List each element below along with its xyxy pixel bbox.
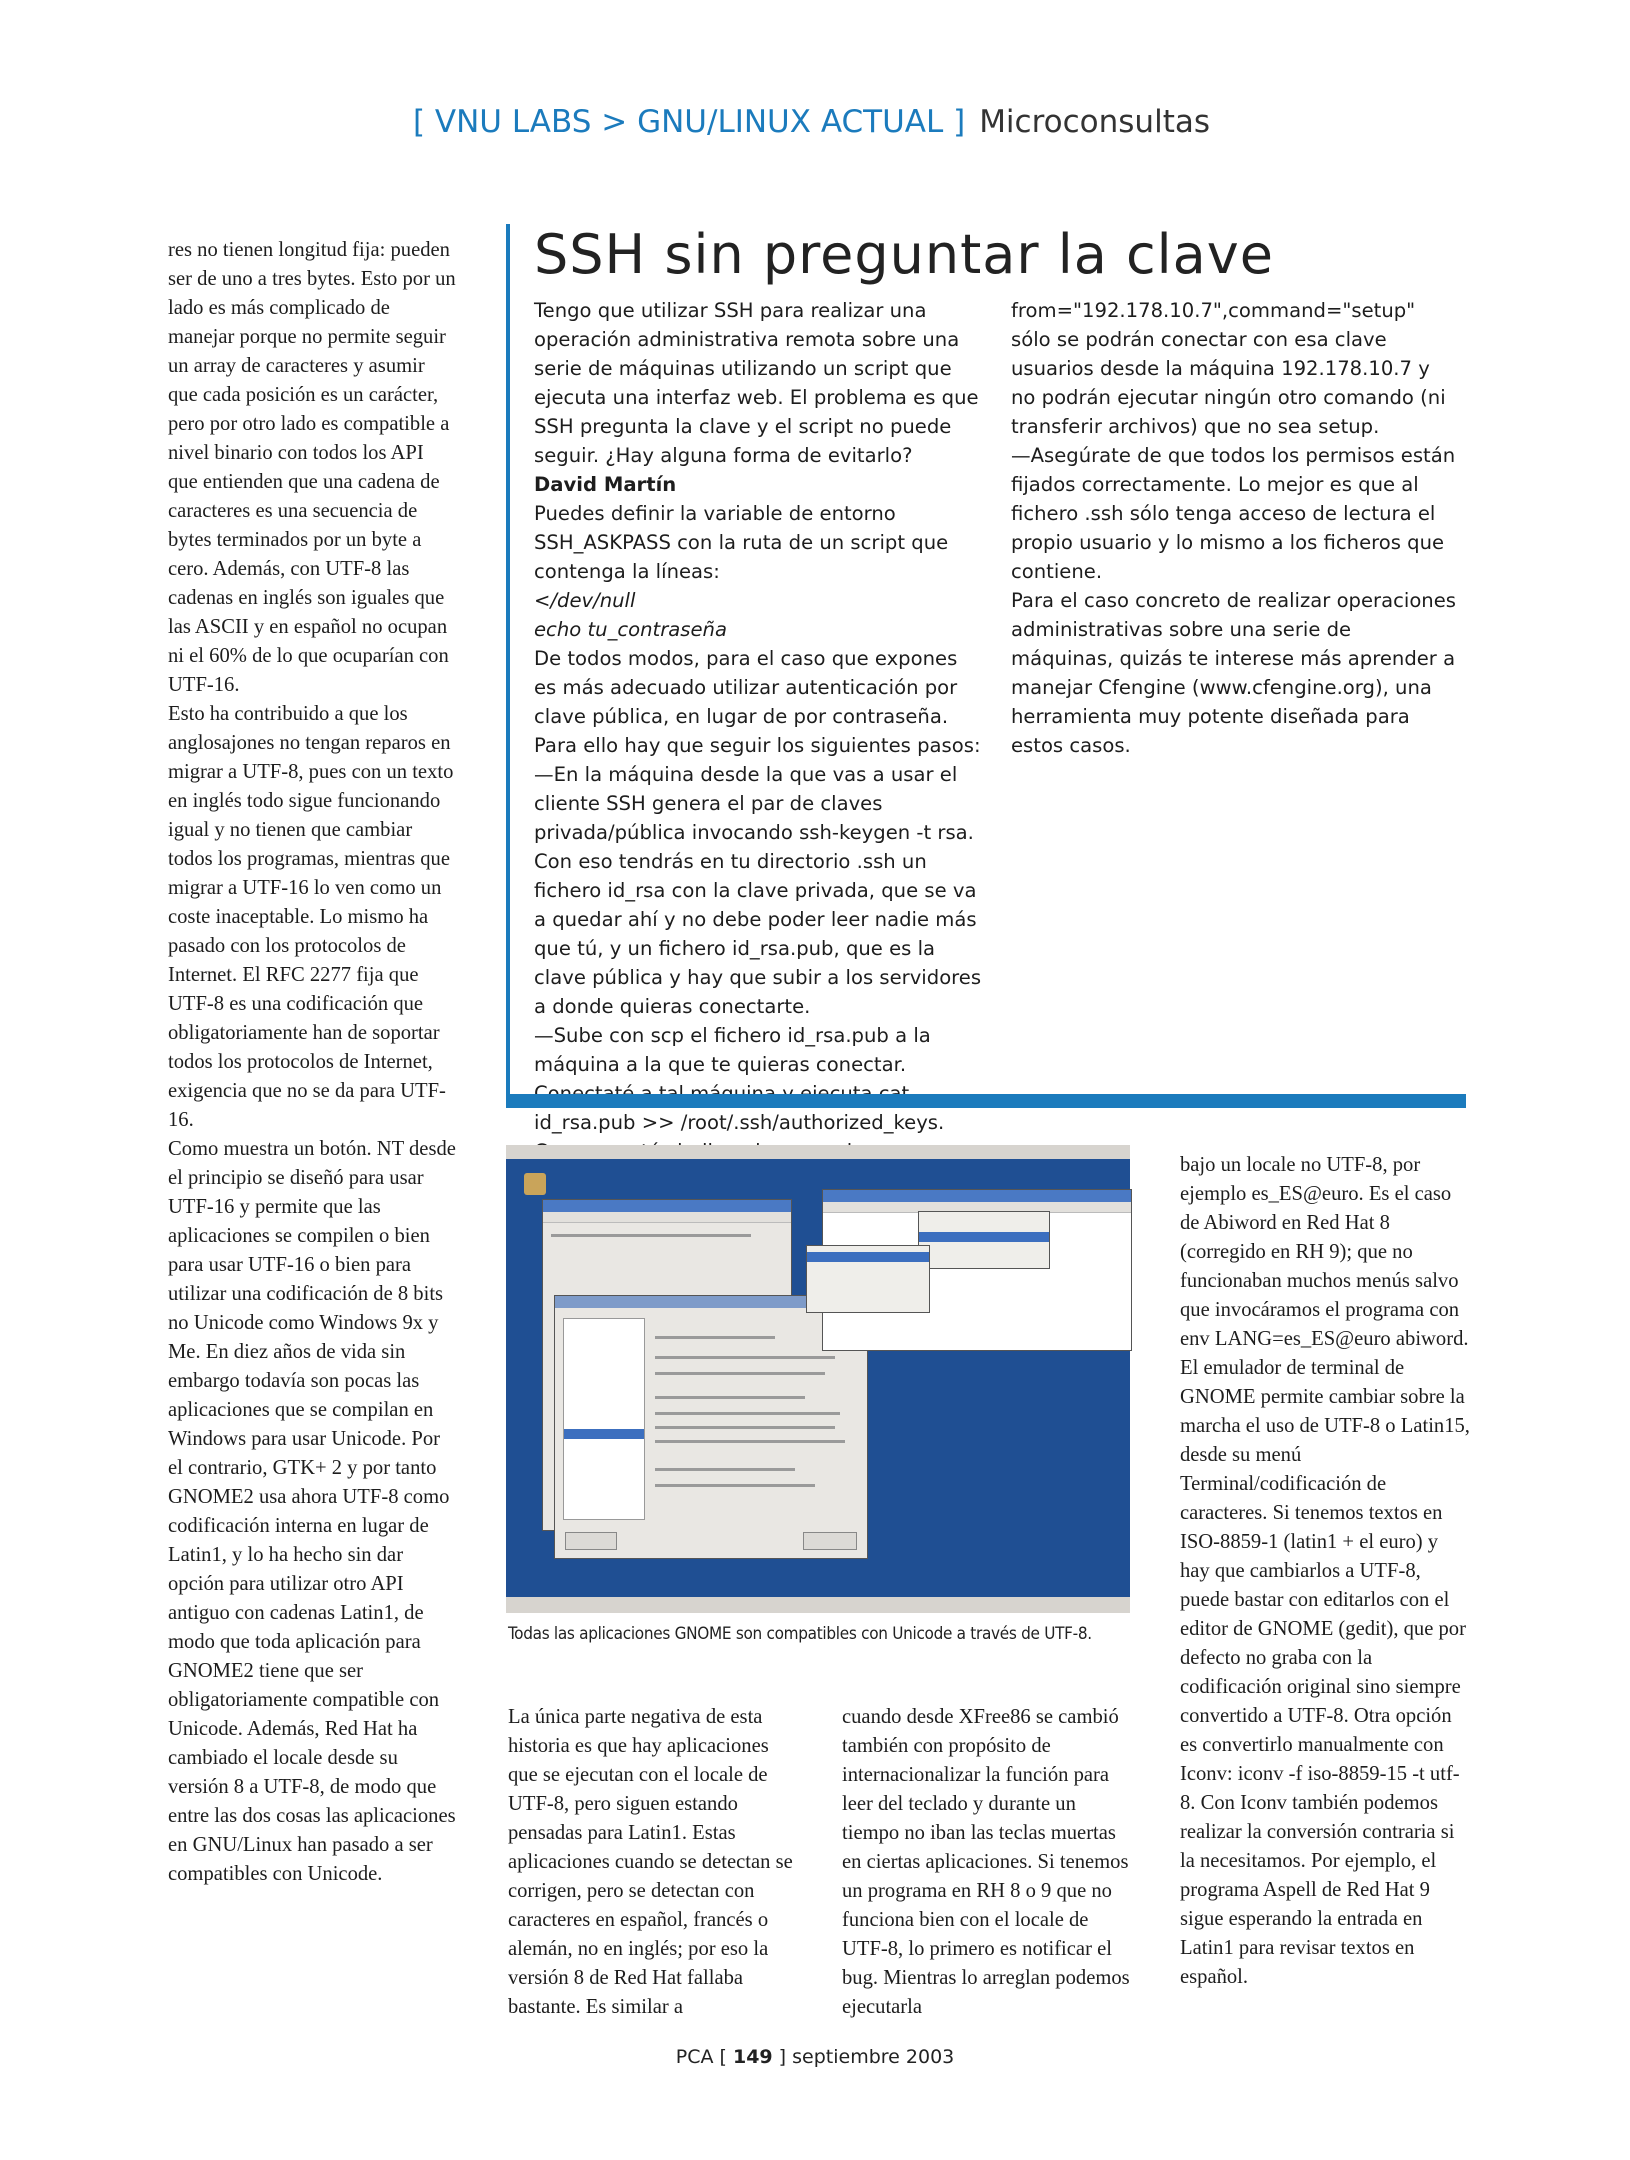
- magazine-name: PCA: [675, 2046, 714, 2068]
- answer-paragraph: from="192.178.10.7",command="setup" sólo se podrán conectar con esa clave usuarios desde la máquina 192.178.10.7 y no podrán ejecutar ningún otro comando (ni transferir archivos) que no sea setup.: [1011, 299, 1446, 438]
- body-paragraph: bajo un locale no UTF-8, por ejemplo es_ES@euro. Es el caso de Abiword en Red Hat 8 (corregido en RH 9); que no funcionaban muchos menús salvo que invocáramos el programa con env LANG=es_ES@euro abiword. El emulador de terminal de GNOME permite cambiar sobre la marcha el uso de UTF-8 o Latin15, desde su menú Terminal/codificación de caracteres. Si tenemos textos en ISO-8859-1 (latin1 + el euro) y hay que cambiarlos a UTF-8, puede bastar con editarlos con el editor de GNOME (gedit), que por defecto no graba con la codificación original sino siempre convertido a UTF-8. Otra opción es convertirlo manualmente con Iconv: iconv -f iso-8859-15 -t utf-8. Con Iconv también podemos realizar la conversión contraria si la necesitamos. Por ejemplo, el programa Aspell de Red Hat 9 sigue esperando la entrada en Latin1 para revisar textos en español.: [1180, 1153, 1470, 1988]
- dialog-line: [655, 1426, 835, 1429]
- dialog-line: [655, 1440, 845, 1443]
- preferences-dialog: [554, 1295, 868, 1559]
- answer-paragraph: De todos modos, para el caso que expones es más adecuado utilizar autenticación por clave pública, en lugar de por contraseña. Para ello hay que seguir los siguientes pasos:: [534, 647, 981, 757]
- dialog-line: [655, 1372, 825, 1375]
- box-column-2: [1011, 296, 1456, 760]
- categories-list: [563, 1318, 645, 1520]
- right-column: [1180, 1130, 1470, 2012]
- page-number: 149: [732, 2046, 773, 2068]
- bottom-column-2: [842, 1682, 1132, 2042]
- gnome-screenshot: [506, 1145, 1130, 1613]
- highlighted-item: [919, 1232, 1049, 1242]
- answer-paragraph: —Asegúrate de que todos los permisos están fijados correctamente. Lo mejor es que al fichero .ssh sólo tenga acceso de lectura el propio usuario y lo mismo a los ficheros que contiene.: [1011, 444, 1456, 583]
- answer-paragraph: —Sube con scp el fichero id_rsa.pub a la máquina a la que te quieras conectar. id_rsa.pub >> /root/.ssh/authorized_keys.: [534, 1024, 945, 1134]
- terminal-menu: [918, 1211, 1050, 1269]
- section-label: [ VNU LABS > GNU/LINUX ACTUAL ]: [412, 104, 966, 140]
- bottom-column-1: [508, 1682, 798, 2042]
- box-bottom-rule: [506, 1094, 1466, 1108]
- help-button: [565, 1532, 617, 1550]
- left-column: [168, 236, 458, 1889]
- author: David Martín: [534, 473, 677, 496]
- box-title: SSH sin preguntar la clave: [534, 223, 1274, 286]
- selected-category: [564, 1429, 644, 1439]
- answer-paragraph: —En la máquina desde la que vas a usar el cliente SSH genera el par de claves privada/pública invocando ssh-keygen -t rsa. Con eso tendrás en tu directorio .ssh un fichero id_rsa con la clave privada, que se va a quedar ahí y no debe poder leer nadie más que tú, y un fichero id_rsa.pub, que es la clave pública y hay que subir a los servidores a donde quieras conectarte.: [534, 763, 982, 1018]
- dialog-line: [655, 1336, 775, 1339]
- box-vertical-rule: [506, 224, 510, 1108]
- toolbar: [551, 1234, 751, 1237]
- left-paragraph: Esto ha contribuido a que los anglosajones no tengan reparos en migrar a UTF-8, pues con un texto en inglés todo sigue funcionando igual y no tienen que cambiar todos los programas, mientras que migrar a UTF-16 lo ven como un coste inaceptable. Lo mismo ha pasado con los protocolos de Internet. El RFC 2277 fija que UTF-8 es una codificación que obligatoriamente han de soportar todos los protocolos de Internet, exigencia que no se da para UTF-16.: [168, 703, 454, 1131]
- encoding-submenu: [806, 1245, 930, 1313]
- sidebar-box: [506, 220, 1466, 1134]
- left-paragraph: Como muestra un botón. NT desde el principio se diseñó para usar UTF-16 y permite que las aplicaciones se compilen o bien para usar UTF-16 o bien para utilizar una codificación de 8 bits no Unicode como Windows 9x y Me. En diez años de vida sin embargo todavía son pocas las aplicaciones que se compilan en Windows para usar Unicode. Por el contrario, GTK+ 2 y por tanto GNOME2 usa ahora UTF-8 como codificación interna en lugar de Latin1, y lo ha hecho sin dar opción para utilizar otro API antiguo con cadenas Latin1, de modo que toda aplicación para GNOME2 tiene que ser obligatoriamente compatible con Unicode. Además, Red Hat ha cambiado el locale desde su versión 8 a UTF-8, de modo que entre las dos cosas las aplicaciones en GNU/Linux han pasado a ser compatibles con Unicode.: [168, 1138, 456, 1885]
- window-menubar: [543, 1212, 791, 1223]
- page-footer: PCA [ 149 ] septiembre 2003: [675, 2046, 955, 2068]
- highlighted-item: [807, 1252, 929, 1262]
- dialog-line: [655, 1412, 840, 1415]
- body-paragraph: cuando desde XFree86 se cambió también con propósito de internacionalizar la función para leer del teclado y durante un tiempo no iban las teclas muertas en ciertas aplicaciones. Si tenemos un programa en RH 8 o 9 que no funciona bien con el locale de UTF-8, lo primero es notificar el bug. Mientras lo arreglan podemos ejecutarla: [842, 1705, 1130, 2018]
- running-header: [0, 104, 1210, 140]
- answer-paragraph: Para el caso concreto de realizar operaciones administrativas sobre una serie de máquinas, quizás te interese más aprender a manejar Cfengine (www.cfengine.org), una herramienta muy potente diseñada para estos casos.: [1011, 589, 1456, 757]
- issue-date: septiembre 2003: [792, 2046, 955, 2068]
- left-paragraph: res no tienen longitud fija: pueden ser de uno a tres bytes. Esto por un lado es más complicado de manejar porque no permite seguir un array de caracteres y asumir que cada posición es un carácter, pero por otro lado es compatible a nivel binario con todos los API que entienden que una cadena de caracteres es una secuencia de bytes terminados por un byte a cero. Además, con UTF-8 las cadenas en inglés son iguales que las ASCII y en español no ocupan ni el 60% de lo que ocuparían con UTF-16.: [168, 239, 456, 696]
- box-column-1: [534, 296, 984, 1134]
- code-line: </dev/null: [534, 589, 636, 612]
- code-line: echo tu_contraseña: [534, 618, 727, 641]
- close-button: [803, 1532, 857, 1550]
- subsection-label: Microconsultas: [979, 104, 1210, 140]
- home-folder-icon: [524, 1173, 546, 1195]
- body-paragraph: La única parte negativa de esta historia es que hay aplicaciones que se ejecutan con el locale de UTF-8, pero siguen estando pensadas para Latin1. Estas aplicaciones cuando se detectan se corrigen, pero se detectan con caracteres en español, francés o alemán, no en inglés; por eso la versión 8 de Red Hat fallaba bastante. Es similar a: [508, 1705, 793, 2018]
- dialog-line: [655, 1484, 815, 1487]
- terminal-titlebar: [823, 1190, 1131, 1202]
- dialog-line: [655, 1356, 835, 1359]
- bottom-panel: [506, 1597, 1130, 1613]
- top-panel: [506, 1145, 1130, 1159]
- window-titlebar: [543, 1200, 791, 1212]
- question: Tengo que utilizar SSH para realizar una operación administrativa remota sobre una serie de máquinas utilizando un script que ejecuta una interfaz web. El problema es que SSH pregunta la clave y el script no puede seguir. ¿Hay alguna forma de evitarlo?: [534, 299, 979, 467]
- answer-paragraph: Puedes definir la variable de entorno SSH_ASKPASS con la ruta de un script que contenga la líneas:: [534, 502, 949, 583]
- dialog-line: [655, 1468, 795, 1471]
- figure-caption: Todas las aplicaciones GNOME son compatibles con Unicode a través de UTF-8.: [508, 1624, 1092, 1644]
- dialog-line: [655, 1396, 805, 1399]
